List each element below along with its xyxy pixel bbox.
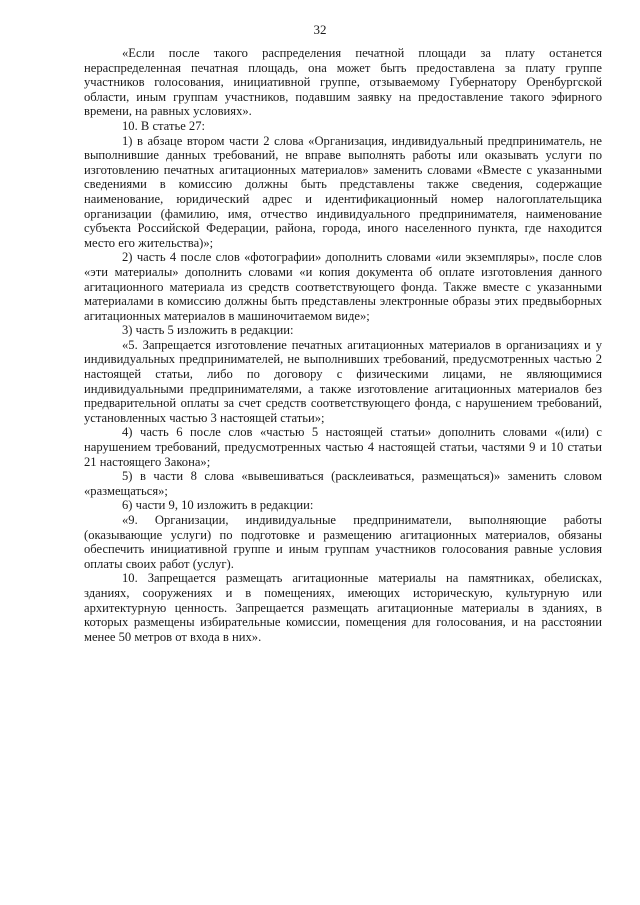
paragraph-6: «5. Запрещается изготовление печатных агитационных материалов в организациях и у индивидуальных предпринимателей, не выполнивших требований, предусмотренных частью 2 настоящей статьи, либо по договору с физическими лицами, не являющимися индивидуальными предпринимателями, а также изготовление агитационных материалов без предварительной оплаты за счет средств соответствующего фонда, с нарушением требований, установленных частью 3 настоящей статьи»; xyxy=(84,337,602,425)
paragraph-4: 2) часть 4 после слов «фотографии» дополнить словами «или экземпляры», после слов «эти материалы» дополнить словами «и копия документа об оплате изготовления данного агитационного материала из средств соответствующего фонда. Также вместе с указанными материалами в комиссию должны быть представлены электронные образы этих предвыборных агитационных материалов в машиночитаемом виде»; xyxy=(84,250,602,323)
paragraph-11: 10. Запрещается размещать агитационные материалы на памятниках, обелисках, зданиях, сооружениях и в помещениях, имеющих историческую, культурную или архитектурную ценность. Запрещается размещать агитационные материалы в зданиях, в которых размещены избирательные комиссии, помещения для голосования, и на расстоянии менее 50 метров от входа в них». xyxy=(84,571,602,644)
paragraph-1: «Если после такого распределения печатной площади за плату останется нераспределенная печатная площадь, она может быть предоставлена за плату группе участников голосования, инициативной группе, отзываемому Губернатору Оренбургской области, иным группам участников, подавшим заявку на предоставление такого эфирного времени, на равных условиях». xyxy=(84,46,602,119)
paragraph-9: 6) части 9, 10 изложить в редакции: xyxy=(122,498,314,513)
paragraph-10: «9. Организации, индивидуальные предприниматели, выполняющие работы (оказывающие услуги) по подготовке и размещению агитационных материалов, обязаны обеспечить инициативной группе и иным группам участников голосования равные условия оплаты своих работ (услуг). xyxy=(84,513,602,571)
page-number: 32 xyxy=(313,22,327,37)
paragraph-7: 4) часть 6 после слов «частью 5 настоящей статьи» дополнить словами «(или) с нарушением требований, предусмотренных частью 4 настоящей статьи, частями 9 и 10 статьи 21 настоящего Закона»; xyxy=(84,425,602,469)
paragraph-8: 5) в части 8 слова «вывешиваться (расклеиваться, размещаться)» заменить словом «размещаться»; xyxy=(84,469,602,498)
paragraph-3: 1) в абзаце втором части 2 слова «Организация, индивидуальный предприниматель, не выполнившие данных требований, не вправе выполнять работы или оказывать услуги по изготовлению печатных агитационных материалов» заменить словами «Вместе с указанными сведениями в комиссию должны быть представлены также сведения, содержащие наименование, юридический адрес и идентификационный номер налогоплательщика организации (фамилию, имя, отчество индивидуального предпринимателя, наименование субъекта Российской Федерации, района, города, иного населенного пункта, где находится место его жительства)»; xyxy=(84,133,602,250)
paragraph-2: 10. В статье 27: xyxy=(122,118,206,133)
paragraph-5: 3) часть 5 изложить в редакции: xyxy=(122,323,294,338)
document-body xyxy=(84,46,602,644)
